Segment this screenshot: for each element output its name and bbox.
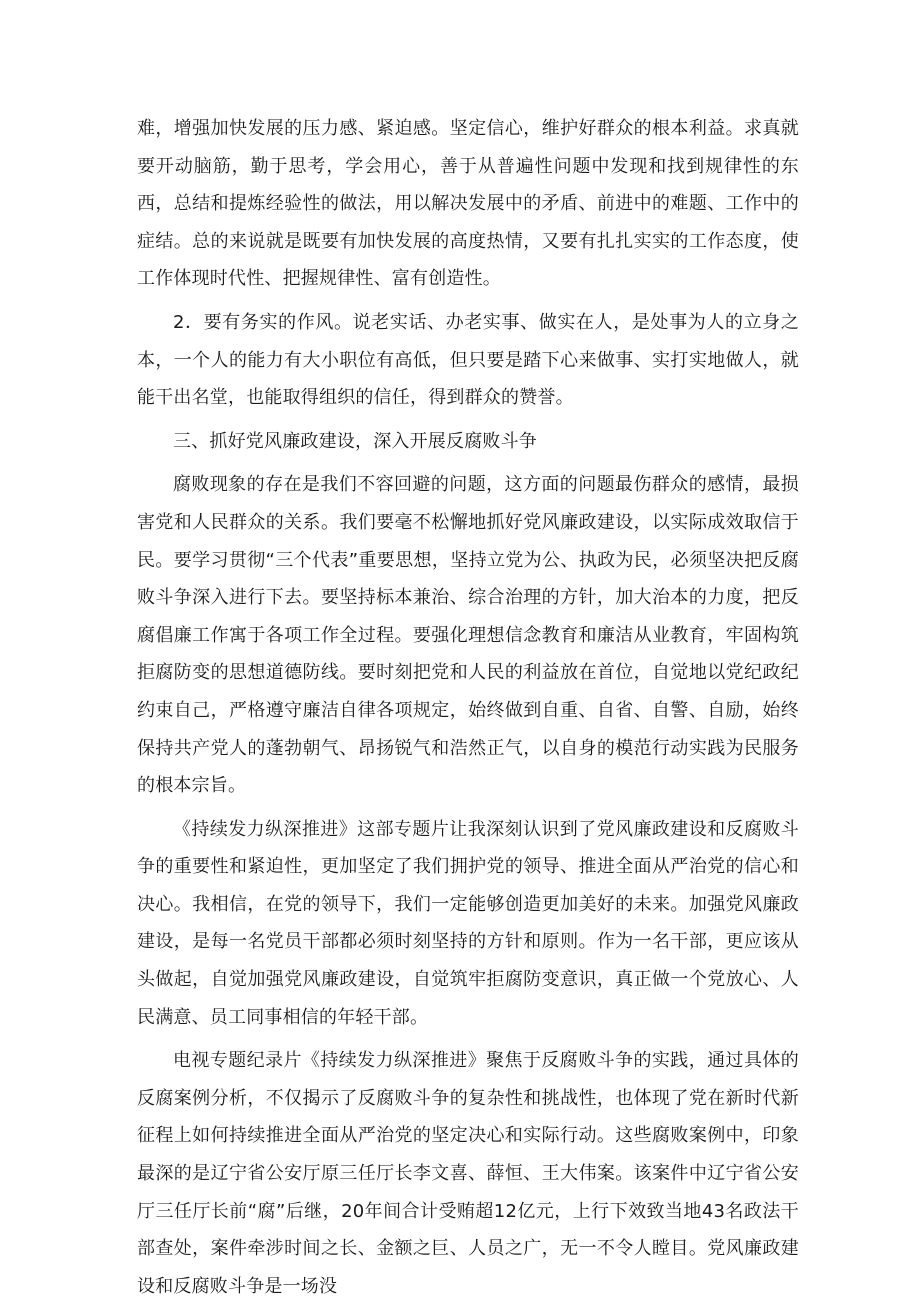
paragraph-documentary-reflection: 《持续发力纵深推进》这部专题片让我深刻认识到了党风廉政建设和反腐败斗争的重要性和紧迫性，更加坚定了我们拥护党的领导、推进全面从严治党的信心和决心。我相信，在党的领导下，我们一定能够创造更加美好的未来。加强党风廉政建设，是每一名党员干部都必须时刻坚持的方针和原则。作为一名干部，更应该从头做起，自觉加强党风廉政建设，自觉筑牢拒腐防变意识，真正做一个党放心、人民满意、员工同事相信的年轻干部。: [137, 818, 799, 1028]
paragraph-case-analysis: 电视专题纪录片《持续发力纵深推进》聚焦于反腐败斗争的实践，通过具体的反腐案例分析，不仅揭示了反腐败斗争的复杂性和挑战性，也体现了党在新时代新征程上如何持续推进全面从严治党的坚定决心和实际行动。这些腐败案例中，印象最深的是辽宁省公安厅原三任厅长李文喜、薛恒、王大伟案。该案件中辽宁省公安厅三任厅长前“腐”后继，20年间合计受贿超12亿元，上行下效致当地43名政法干部查处，案件牵涉时间之长、金额之巨、人员之广，无一不令人瞠目。党风廉政建设和反腐败斗争是一场没: [137, 1050, 799, 1297]
paragraph-continuation: 难，增强加快发展的压力感、紧迫感。坚定信心，维护好群众的根本利益。求真就要开动脑筋，勤于思考，学会用心，善于从普遍性问题中发现和找到规律性的东西，总结和提炼经验性的做法，用以解决发展中的矛盾、前进中的难题、工作中的症结。总的来说就是既要有加快发展的高度热情，又要有扎扎实实的工作态度，使工作体现时代性、把握规律性、富有创造性。: [137, 118, 799, 290]
document-body: [137, 110, 799, 1305]
paragraph-anti-corruption: 腐败现象的存在是我们不容回避的问题，这方面的问题最伤群众的感情，最损害党和人民群众的关系。我们要毫不松懈地抓好党风廉政建设，以实际成效取信于民。要学习贯彻“三个代表”重要思想，坚持立党为公、执政为民，必须坚决把反腐败斗争深入进行下去。要坚持标本兼治、综合治理的方针，加大治本的力度，把反腐倡廉工作寓于各项工作全过程。要强化理想信念教育和廉洁从业教育，牢固构筑拒腐防变的思想道德防线。要时刻把党和人民的利益放在首位，自觉地以党纪政纪约束自己，严格遵守廉洁自律各项规定，始终做到自重、自省、自警、自励，始终保持共产党人的蓬勃朝气、昂扬锐气和浩然正气，以自身的模范行动实践为民服务的根本宗旨。: [137, 474, 799, 797]
paragraph-practical-style: 2．要有务实的作风。说老实话、办老实事、做实在人，是处事为人的立身之本，一个人的能力有大小职位有高低，但只要是踏下心来做事、实打实地做人，就能干出名堂，也能取得组织的信任，得到群众的赞誉。: [137, 311, 799, 409]
section-heading: 三、抓好党风廉政建设，深入开展反腐败斗争: [173, 430, 537, 452]
